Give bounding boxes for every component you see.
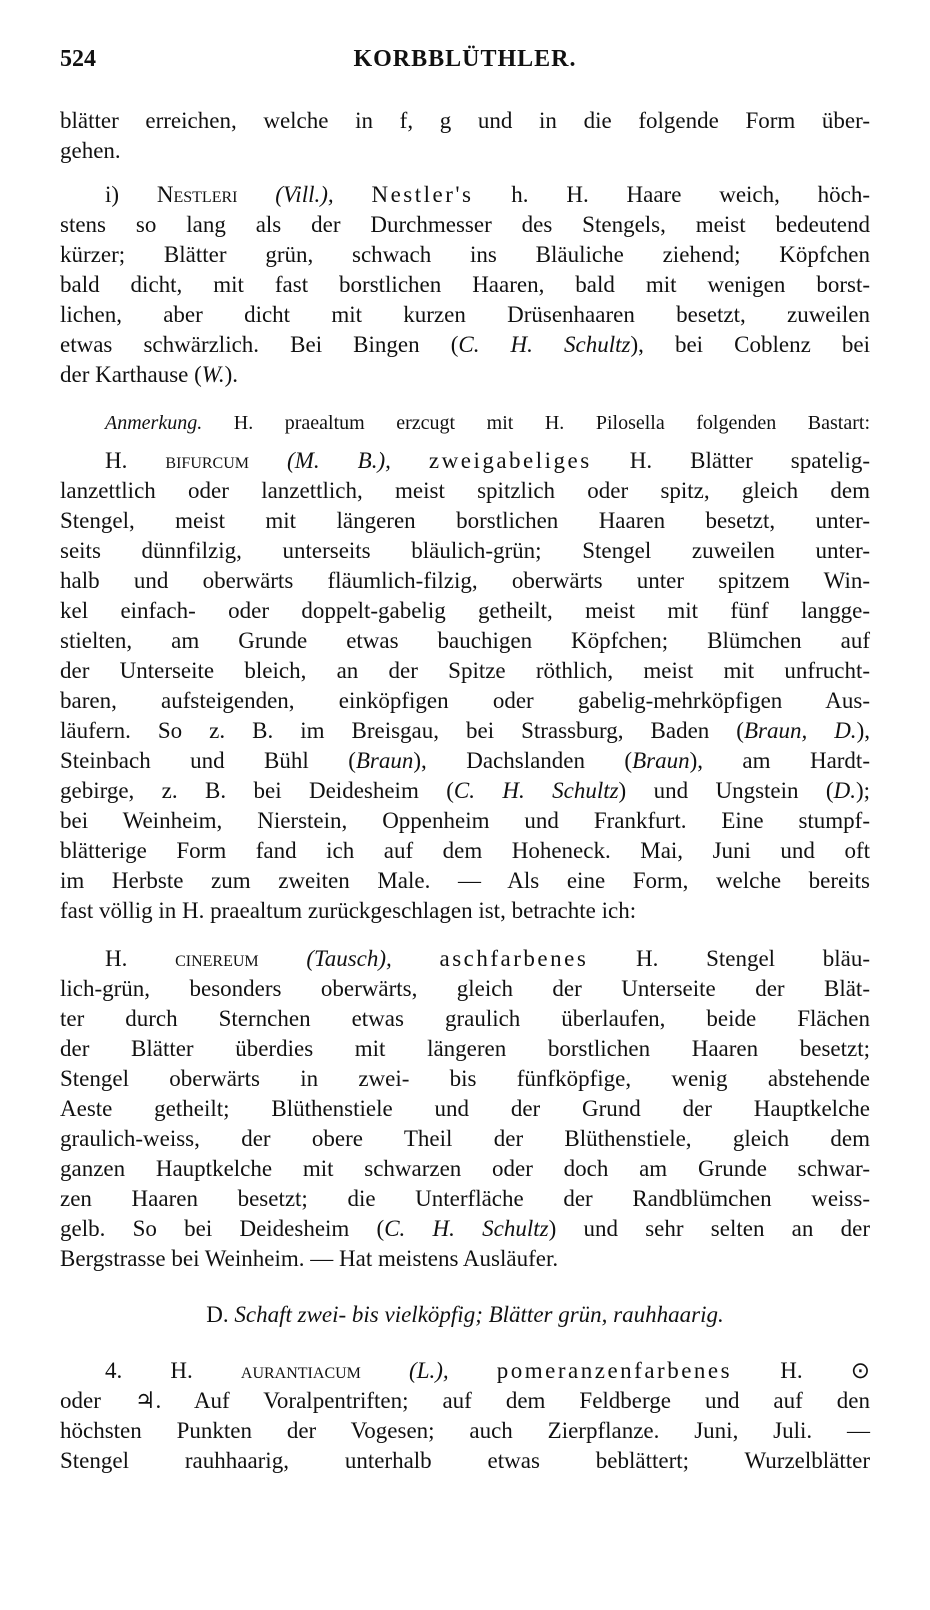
text-fragment: oder	[60, 1388, 101, 1413]
text-fragment: ) und Ungstein (	[618, 778, 834, 803]
text-line: bald dicht, mit fast borstlichen Haaren, bald mit wenigen borst-	[60, 272, 870, 297]
taxon-author: (Tausch),	[306, 946, 392, 971]
collector-name: C. H. Schultz	[453, 778, 619, 803]
text-line: Stengel, meist mit längeren borstlichen Haaren besetzt, unter-	[60, 508, 870, 533]
cinereum-heading-line	[105, 944, 870, 974]
vernacular-name: Nestler's	[371, 182, 474, 207]
page-number: 524	[60, 46, 96, 72]
text-line: lanzettlich oder lanzettlich, meist spitzlich oder spitz, gleich dem	[60, 478, 870, 503]
vernacular-name: aschfarbenes	[439, 946, 589, 971]
annotation-label: Anmerkung.	[105, 412, 203, 434]
text-fragment: ) und sehr selten an der	[548, 1216, 870, 1241]
text-line: im Herbste zum zweiten Male. — Als eine Form, welche bereits	[60, 868, 870, 893]
text-fragment: Steinbach und Bühl (	[60, 748, 356, 773]
text-line: der Unterseite bleich, an der Spitze röthlich, meist mit unfrucht-	[60, 658, 870, 683]
section-heading	[60, 1300, 870, 1330]
genus-abbr: H.	[105, 448, 128, 473]
taxon-author: (M. B.),	[287, 448, 391, 473]
text-fragment: . Auf Voralpentriften; auf dem Feldberge und auf den	[155, 1388, 870, 1413]
running-title: KORBBLÜTHLER.	[353, 46, 577, 72]
text-line: lich-grün, besonders oberwärts, gleich der Unterseite der Blät-	[60, 976, 870, 1001]
text-fragment: ), bei Coblenz bei	[630, 332, 870, 357]
text-line: fast völlig in H. praealtum zurückgeschlagen ist, betrachte ich:	[60, 898, 637, 923]
text-line: kürzer; Blätter grün, schwach ins Bläuliche ziehend; Köpfchen	[60, 242, 870, 267]
text-fragment: H. Stengel bläu-	[636, 946, 871, 971]
genus-abbr: H.	[105, 946, 128, 971]
text-fragment: Haare weich, höch-	[626, 182, 871, 207]
text-line: zen Haaren besetzt; die Unterfläche der Randblümchen weiss-	[60, 1186, 870, 1211]
collector-name: Braun, D.	[743, 718, 857, 743]
collector-name: C. H. Schultz	[384, 1216, 549, 1241]
text-fragment: ),	[856, 718, 870, 743]
collector-name: Braun	[632, 748, 690, 773]
text-line: Stengel rauhhaarig, unterhalb etwas beblättert; Wurzelblätter	[60, 1448, 870, 1473]
text-fragment: gelb. So bei Deidesheim (	[60, 1216, 385, 1241]
nestleri-heading-line	[105, 180, 870, 210]
text-line: Bergstrasse bei Weinheim. — Hat meistens Ausläufer.	[60, 1246, 559, 1271]
taxon-name: bifurcum	[165, 448, 249, 473]
text-line	[60, 746, 870, 776]
text-line: baren, aufsteigenden, einköpfigen oder gabelig-mehrköpfigen Aus-	[60, 688, 870, 713]
text-fragment: ).	[224, 362, 238, 387]
item-label: i)	[105, 182, 120, 207]
text-line	[60, 716, 870, 746]
vernacular-name: pomeranzenfarbenes	[496, 1358, 733, 1383]
text-line	[60, 776, 870, 806]
text-line: blätterige Form fand ich auf dem Hoheneck. Mai, Juni und oft	[60, 838, 870, 863]
text-line: Stengel oberwärts in zwei- bis fünfköpfige, wenig abstehende	[60, 1066, 870, 1091]
annotation-text: H. praealtum erzcugt mit H. Pilosella folgenden Bastart:	[233, 412, 870, 434]
section-label: D.	[206, 1302, 229, 1327]
vernacular-name: zweigabeliges	[428, 448, 592, 473]
section-text: Schaft zwei- bis vielköpfig; Blätter grün, rauhhaarig.	[234, 1302, 724, 1327]
text-line: seits dünnfilzig, unterseits bläulich-grün; Stengel zuweilen unter-	[60, 538, 870, 563]
text-fragment: ), Dachslanden (	[413, 748, 633, 773]
text-fragment: etwas schwärzlich. Bei Bingen (	[60, 332, 459, 357]
biennial-symbol-icon: ⊙	[850, 1358, 871, 1383]
text-line	[60, 1386, 870, 1416]
text-line: graulich-weiss, der obere Theil der Blüthenstiele, gleich dem	[60, 1126, 870, 1151]
bifurcum-heading-line	[105, 446, 870, 476]
text-line	[60, 330, 870, 360]
text-line: stens so lang als der Durchmesser des Stengels, meist bedeutend	[60, 212, 870, 237]
text-line: ter durch Sternchen etwas graulich überlaufen, beide Flächen	[60, 1006, 870, 1031]
collector-name: D.	[833, 778, 856, 803]
text-fragment: ), am Hardt-	[689, 748, 870, 773]
annotation-line	[105, 408, 870, 438]
text-line: der Blätter überdies mit längeren borstlichen Haaren besetzt;	[60, 1036, 870, 1061]
species-number: 4. H.	[105, 1358, 193, 1383]
text-line	[60, 360, 870, 390]
genus-abbr: H.	[780, 1358, 803, 1383]
text-line: bei Weinheim, Nierstein, Oppenheim und Frankfurt. Eine stumpf-	[60, 808, 870, 833]
aurantiacum-heading-line	[105, 1356, 870, 1386]
taxon-name: Nestleri	[156, 182, 238, 207]
text-fragment: gebirge, z. B. bei Deidesheim (	[60, 778, 454, 803]
collector-name: C. H. Schultz	[458, 332, 631, 357]
text-line: halb und oberwärts fläumlich-filzig, oberwärts unter spitzem Win-	[60, 568, 870, 593]
text-line: Aeste getheilt; Blüthenstiele und der Grund der Hauptkelche	[60, 1096, 870, 1121]
collector-name: W.	[201, 362, 225, 387]
collector-name: Braun	[355, 748, 414, 773]
perennial-symbol-icon: ♃	[134, 1388, 156, 1413]
taxon-name: cinereum	[175, 946, 259, 971]
text-fragment: läufern. So z. B. im Breisgau, bei Strassburg, Baden (	[60, 718, 744, 743]
text-line: stielten, am Grunde etwas bauchigen Köpfchen; Blümchen auf	[60, 628, 870, 653]
taxon-author: (Vill.),	[275, 182, 334, 207]
text-line: höchsten Punkten der Vogesen; auch Zierpflanze. Juni, Juli. —	[60, 1418, 870, 1443]
text-fragment: der Karthause (	[60, 362, 202, 387]
text-line	[60, 1214, 870, 1244]
taxon-name: aurantiacum	[240, 1358, 361, 1383]
text-line: gehen.	[60, 138, 121, 163]
genus-abbr: h. H.	[511, 182, 589, 207]
text-line: lichen, aber dicht mit kurzen Drüsenhaaren besetzt, zuweilen	[60, 302, 870, 327]
text-line: blätter erreichen, welche in f, g und in die folgende Form über-	[60, 108, 870, 133]
text-fragment: );	[855, 778, 871, 803]
text-line: kel einfach- oder doppelt-gabelig getheilt, meist mit fünf langge-	[60, 598, 870, 623]
page-header	[60, 46, 870, 86]
text-fragment: H. Blätter spatelig-	[629, 448, 870, 473]
text-line: ganzen Hauptkelche mit schwarzen oder doch am Grunde schwar-	[60, 1156, 870, 1181]
taxon-author: (L.),	[409, 1358, 449, 1383]
